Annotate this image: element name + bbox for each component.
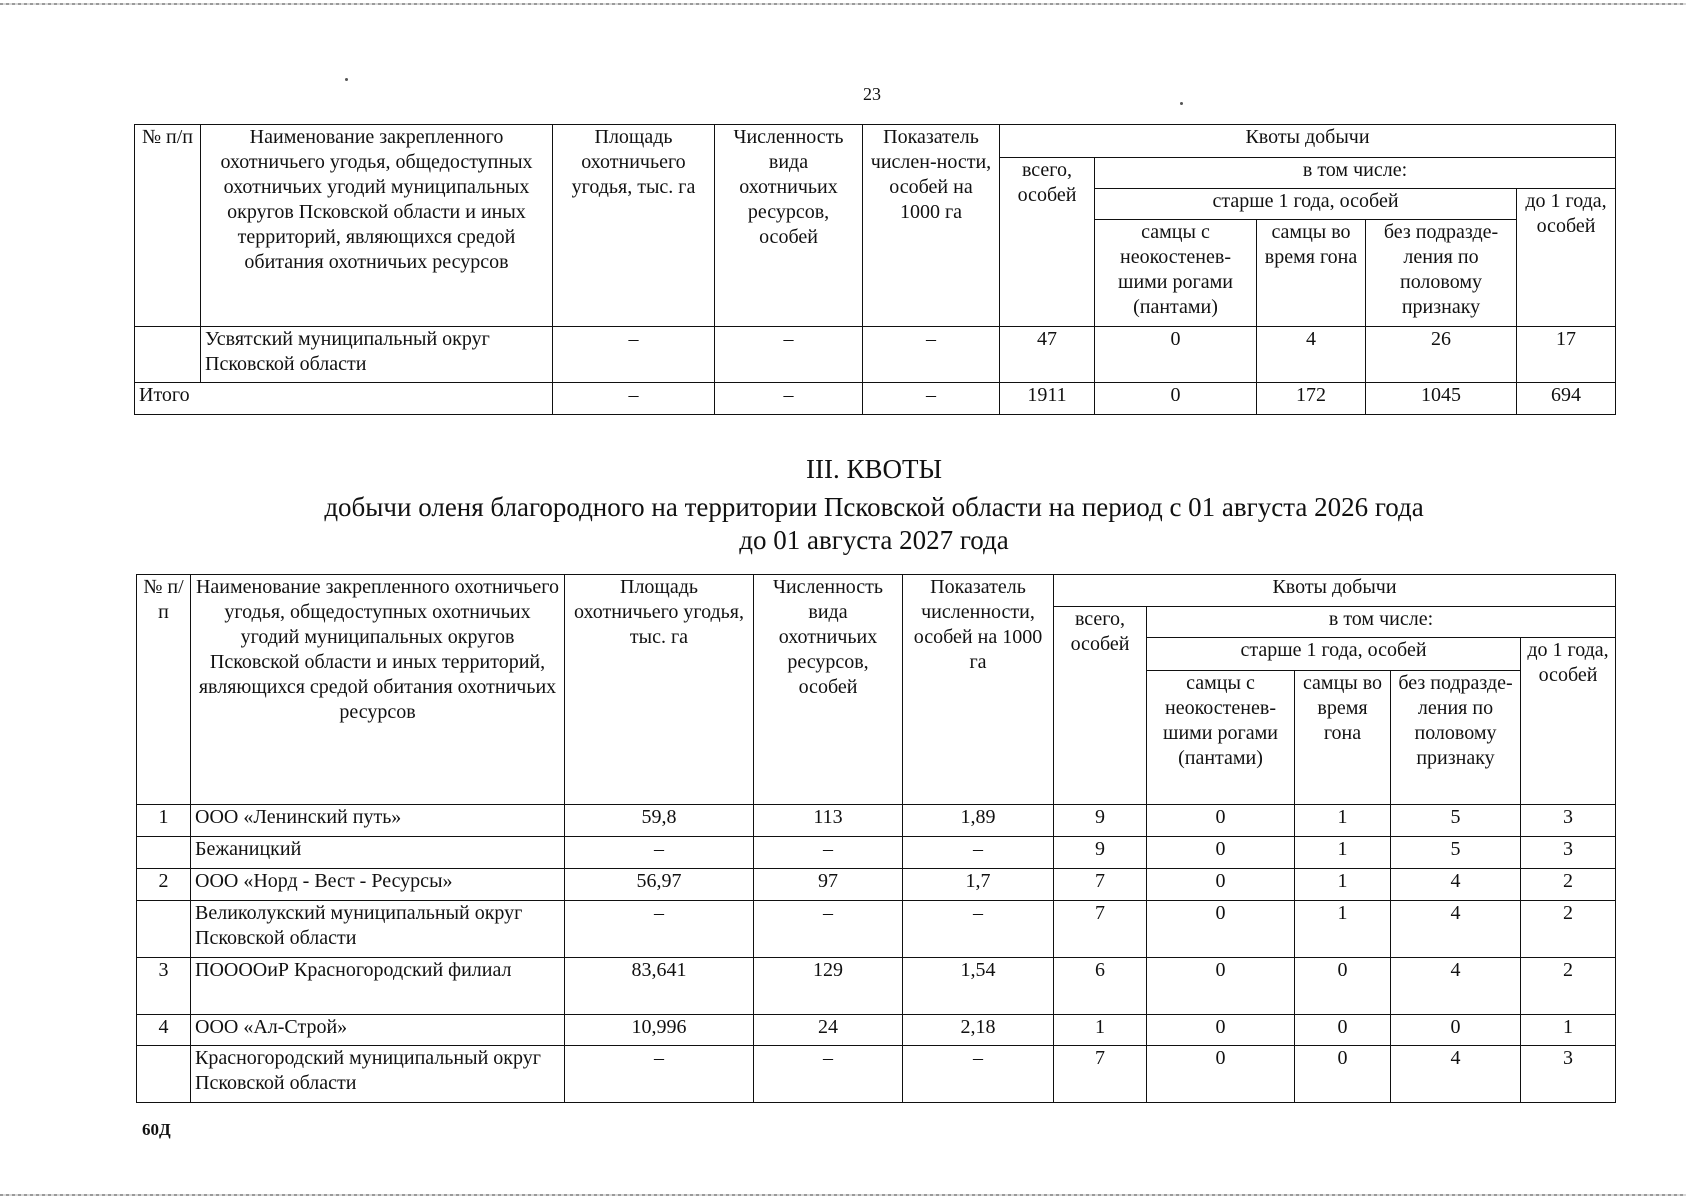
total-antlered-males: 0 bbox=[1095, 383, 1257, 415]
cell-under-1: 2 bbox=[1521, 901, 1616, 958]
table-row bbox=[137, 869, 1616, 901]
cell-number: 2 bbox=[137, 869, 191, 901]
cell-name: Великолукский муниципальный округ Псковской области bbox=[191, 901, 565, 958]
table-row bbox=[135, 327, 1616, 383]
col-header-quotas: Квоты добычи bbox=[1000, 125, 1616, 158]
col-header-older-than-1: старше 1 года, особей bbox=[1147, 638, 1521, 671]
scan-top-edge bbox=[0, 3, 1686, 5]
cell-antlered-males: 0 bbox=[1147, 901, 1295, 958]
cell-rut-males: 1 bbox=[1295, 901, 1391, 958]
cell-number bbox=[137, 901, 191, 958]
cell-rut-males: 4 bbox=[1257, 327, 1366, 383]
table-row bbox=[137, 958, 1616, 1015]
scan-speck bbox=[345, 78, 348, 81]
col-header-area: Площадь охотничьего угодья, тыс. га bbox=[565, 575, 754, 805]
cell-number: 3 bbox=[137, 958, 191, 1015]
col-header-rut-males: самцы во время гона bbox=[1257, 220, 1366, 327]
document-code: 60Д bbox=[142, 1120, 171, 1139]
cell-antlered-males: 0 bbox=[1147, 1046, 1295, 1103]
cell-count: 129 bbox=[754, 958, 903, 1015]
cell-density: – bbox=[863, 327, 1000, 383]
cell-total: 7 bbox=[1054, 901, 1147, 958]
col-header-total: всего, особей bbox=[1000, 158, 1095, 327]
cell-name: ООО «Ленинский путь» bbox=[191, 805, 565, 837]
col-header-under-1: до 1 года, особей bbox=[1521, 638, 1616, 805]
cell-density: – bbox=[903, 837, 1054, 869]
quota-table-continued bbox=[134, 124, 1616, 415]
total-label: Итого bbox=[135, 383, 553, 415]
cell-name: ООО «Норд - Вест - Ресурсы» bbox=[191, 869, 565, 901]
cell-density: 1,7 bbox=[903, 869, 1054, 901]
cell-total: 9 bbox=[1054, 837, 1147, 869]
cell-name: ПОООOиР Красногородский филиал bbox=[191, 958, 565, 1015]
table-row bbox=[137, 837, 1616, 869]
col-header-including: в том числе: bbox=[1147, 607, 1616, 638]
col-header-density: Показатель численности, особей на 1000 га bbox=[903, 575, 1054, 805]
cell-area: – bbox=[565, 1046, 754, 1103]
col-header-including: в том числе: bbox=[1095, 158, 1616, 189]
cell-area: 10,996 bbox=[565, 1015, 754, 1046]
cell-density: – bbox=[903, 1046, 1054, 1103]
cell-count: – bbox=[754, 837, 903, 869]
red-deer-quota-table bbox=[136, 574, 1616, 1103]
cell-area: – bbox=[553, 327, 715, 383]
cell-total: 9 bbox=[1054, 805, 1147, 837]
table-row bbox=[137, 1046, 1616, 1103]
cell-count: 113 bbox=[754, 805, 903, 837]
cell-no-sex-division: 0 bbox=[1391, 1015, 1521, 1046]
cell-count: – bbox=[715, 327, 863, 383]
cell-rut-males: 1 bbox=[1295, 837, 1391, 869]
col-header-quotas: Квоты добычи bbox=[1054, 575, 1616, 607]
col-header-density: Показатель числен-ности, особей на 1000 га bbox=[863, 125, 1000, 327]
cell-under-1: 3 bbox=[1521, 805, 1616, 837]
cell-antlered-males: 0 bbox=[1147, 1015, 1295, 1046]
col-header-count: Численность вида охотничьих ресурсов, особей bbox=[754, 575, 903, 805]
cell-rut-males: 0 bbox=[1295, 1046, 1391, 1103]
cell-antlered-males: 0 bbox=[1147, 805, 1295, 837]
cell-no-sex-division: 4 bbox=[1391, 901, 1521, 958]
cell-total: 7 bbox=[1054, 1046, 1147, 1103]
col-header-number: № п/п bbox=[135, 125, 201, 327]
col-header-antlered-males: самцы с неокостенев-шими рогами (пантами) bbox=[1147, 671, 1295, 805]
cell-area: – bbox=[565, 901, 754, 958]
cell-no-sex-division: 26 bbox=[1366, 327, 1517, 383]
col-header-name: Наименование закрепленного охотничьего угодья, общедоступных охотничьих угодий муниципальных округов Псковской области и иных территорий, являющихся средой обитания охотничьих ресурсов bbox=[191, 575, 565, 805]
col-header-rut-males: самцы во время гона bbox=[1295, 671, 1391, 805]
cell-rut-males: 0 bbox=[1295, 1015, 1391, 1046]
col-header-older-than-1: старше 1 года, особей bbox=[1095, 189, 1517, 220]
section-title: III. КВОТЫ bbox=[805, 454, 943, 484]
col-header-area: Площадь охотничьего угодья, тыс. га bbox=[553, 125, 715, 327]
cell-number bbox=[137, 837, 191, 869]
cell-no-sex-division: 5 bbox=[1391, 805, 1521, 837]
cell-name: Красногородский муниципальный округ Псковской области bbox=[191, 1046, 565, 1103]
cell-rut-males: 1 bbox=[1295, 805, 1391, 837]
cell-density: 2,18 bbox=[903, 1015, 1054, 1046]
cell-count: – bbox=[754, 1046, 903, 1103]
col-header-total: всего, особей bbox=[1054, 607, 1147, 805]
cell-number bbox=[137, 1046, 191, 1103]
scan-bottom-edge bbox=[0, 1194, 1686, 1196]
total-no-sex-division: 1045 bbox=[1366, 383, 1517, 415]
cell-under-1: 2 bbox=[1521, 958, 1616, 1015]
cell-no-sex-division: 5 bbox=[1391, 837, 1521, 869]
table-row bbox=[137, 805, 1616, 837]
cell-number: 4 bbox=[137, 1015, 191, 1046]
total-rut-males: 172 bbox=[1257, 383, 1366, 415]
col-header-count: Численность вида охотничьих ресурсов, особей bbox=[715, 125, 863, 327]
col-header-antlered-males: самцы с неокостенев-шими рогами (пантами) bbox=[1095, 220, 1257, 327]
cell-under-1: 17 bbox=[1517, 327, 1616, 383]
col-header-no-sex-division: без подразде-ления по половому признаку bbox=[1366, 220, 1517, 327]
cell-antlered-males: 0 bbox=[1095, 327, 1257, 383]
cell-name: Усвятский муниципальный округ Псковской области bbox=[201, 327, 553, 383]
cell-count: – bbox=[754, 901, 903, 958]
total-row bbox=[135, 383, 1616, 415]
cell-no-sex-division: 4 bbox=[1391, 869, 1521, 901]
col-header-no-sex-division: без подразде-ления по половому признаку bbox=[1391, 671, 1521, 805]
cell-count: 97 bbox=[754, 869, 903, 901]
cell-area: 83,641 bbox=[565, 958, 754, 1015]
section-subtitle-line1: добычи оленя благородного на территории Псковской области на период с 01 августа 2026 года bbox=[324, 492, 1424, 522]
table-row bbox=[137, 1015, 1616, 1046]
cell-number bbox=[135, 327, 201, 383]
cell-under-1: 1 bbox=[1521, 1015, 1616, 1046]
col-header-number: № п/п bbox=[137, 575, 191, 805]
cell-rut-males: 0 bbox=[1295, 958, 1391, 1015]
section-subtitle-line2: до 01 августа 2027 года bbox=[739, 525, 1009, 555]
cell-antlered-males: 0 bbox=[1147, 958, 1295, 1015]
cell-area: 56,97 bbox=[565, 869, 754, 901]
cell-total: 7 bbox=[1054, 869, 1147, 901]
total-area: – bbox=[553, 383, 715, 415]
cell-area: – bbox=[565, 837, 754, 869]
cell-under-1: 3 bbox=[1521, 1046, 1616, 1103]
cell-under-1: 2 bbox=[1521, 869, 1616, 901]
col-header-under-1: до 1 года, особей bbox=[1517, 189, 1616, 327]
cell-rut-males: 1 bbox=[1295, 869, 1391, 901]
table-row bbox=[137, 901, 1616, 958]
total-total: 1911 bbox=[1000, 383, 1095, 415]
cell-density: – bbox=[903, 901, 1054, 958]
cell-number: 1 bbox=[137, 805, 191, 837]
total-density: – bbox=[863, 383, 1000, 415]
total-under-1: 694 bbox=[1517, 383, 1616, 415]
cell-area: 59,8 bbox=[565, 805, 754, 837]
cell-no-sex-division: 4 bbox=[1391, 1046, 1521, 1103]
cell-no-sex-division: 4 bbox=[1391, 958, 1521, 1015]
cell-name: Бежаницкий bbox=[191, 837, 565, 869]
cell-total: 47 bbox=[1000, 327, 1095, 383]
cell-density: 1,89 bbox=[903, 805, 1054, 837]
cell-count: 24 bbox=[754, 1015, 903, 1046]
cell-under-1: 3 bbox=[1521, 837, 1616, 869]
total-count: – bbox=[715, 383, 863, 415]
page-number: 23 bbox=[863, 84, 881, 104]
cell-total: 1 bbox=[1054, 1015, 1147, 1046]
cell-antlered-males: 0 bbox=[1147, 837, 1295, 869]
cell-total: 6 bbox=[1054, 958, 1147, 1015]
cell-name: ООО «Ал-Строй» bbox=[191, 1015, 565, 1046]
cell-antlered-males: 0 bbox=[1147, 869, 1295, 901]
cell-density: 1,54 bbox=[903, 958, 1054, 1015]
col-header-name: Наименование закрепленного охотничьего угодья, общедоступных охотничьих угодий муниципальных округов Псковской области и иных территорий, являющихся средой обитания охотничьих ресурсов bbox=[201, 125, 553, 327]
